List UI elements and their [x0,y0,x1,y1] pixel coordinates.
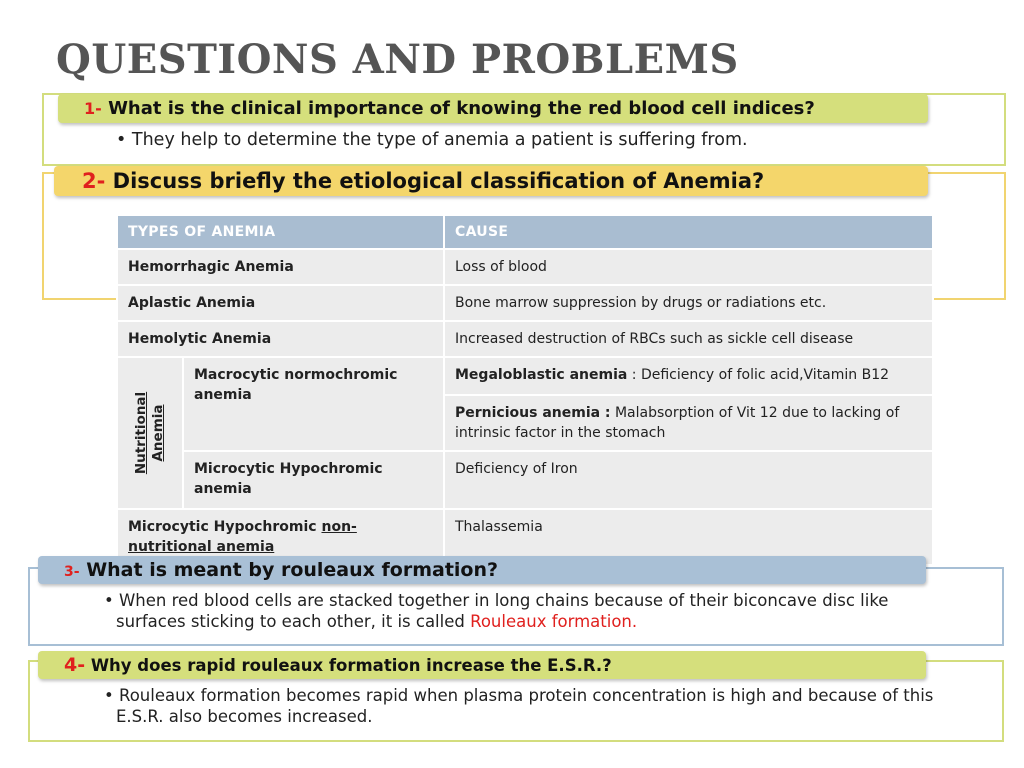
q3-answer [104,590,984,632]
q4-answer-line1: • Rouleaux formation becomes rapid when plasma protein concentration is high and because of this [104,686,934,705]
row-type: Aplastic Anemia [117,285,444,321]
nutritional-label-line1: Nutritional [133,391,149,475]
q4-answer [104,685,984,727]
q3-question: What is meant by rouleaux formation? [86,559,499,581]
non-nutritional-cause: Thalassemia [444,509,933,565]
header-types: TYPES OF ANEMIA [117,215,444,249]
microcytic-cause: Deficiency of Iron [444,451,933,509]
macrocytic-type: Macrocytic normochromic anemia [183,357,444,451]
q1-answer [116,130,748,151]
nutritional-label-line2: Anemia [150,404,166,462]
q2-question-band [54,166,928,196]
pernicious-text: Malabsorption of Vit 12 due to lacking of intrinsic factor in the stomach [455,405,900,441]
q4-question: Why does rapid rouleaux formation increase the E.S.R.? [90,656,612,675]
megaloblastic-label: Megaloblastic anemia [455,367,628,383]
q3-answer-line2: surfaces sticking to each other, it is called [116,612,471,631]
microcytic-type: Microcytic Hypochromic anemia [183,451,444,509]
row-type: Hemorrhagic Anemia [117,249,444,285]
q1-answer-text: They help to determine the type of anemia a patient is suffering from. [131,130,748,150]
megaloblastic-text: : Deficiency of folic acid,Vitamin B12 [627,367,890,383]
megaloblastic-cause [444,357,933,395]
q1-number: 1- [84,99,102,118]
row-cause: Bone marrow suppression by drugs or radiations etc. [444,285,933,321]
q3-answer-line1: • When red blood cells are stacked together in long chains because of their biconcave disc like [104,591,889,610]
q4-answer-line2: E.S.R. also becomes increased. [116,707,373,726]
pernicious-label: Pernicious anemia : [455,405,611,421]
non-nutritional-type-underlined: non-nutritional anemia [128,519,357,555]
q1-question: What is the clinical importance of knowing the red blood cell indices? [108,98,815,119]
q3-question-band [38,556,926,584]
nutritional-anemia-label [117,357,183,509]
q2-question: Discuss briefly the etiological classification of Anemia? [112,169,765,193]
header-cause: CAUSE [444,215,933,249]
anemia-classification-table [116,214,934,566]
q1-question-band [58,94,928,123]
pernicious-cause [444,395,933,451]
q3-number: 3- [64,564,80,580]
page-title: QUESTIONS AND PROBLEMS [56,36,739,83]
non-nutritional-type-plain: Microcytic Hypochromic [128,519,322,535]
row-cause: Loss of blood [444,249,933,285]
bullet-icon: • [116,130,132,150]
row-type: Hemolytic Anemia [117,321,444,357]
q4-question-band [38,651,926,679]
q2-number: 2- [82,169,106,193]
row-cause: Increased destruction of RBCs such as sickle cell disease [444,321,933,357]
q3-answer-highlight: Rouleaux formation. [470,612,638,631]
q4-number: 4- [64,654,86,676]
